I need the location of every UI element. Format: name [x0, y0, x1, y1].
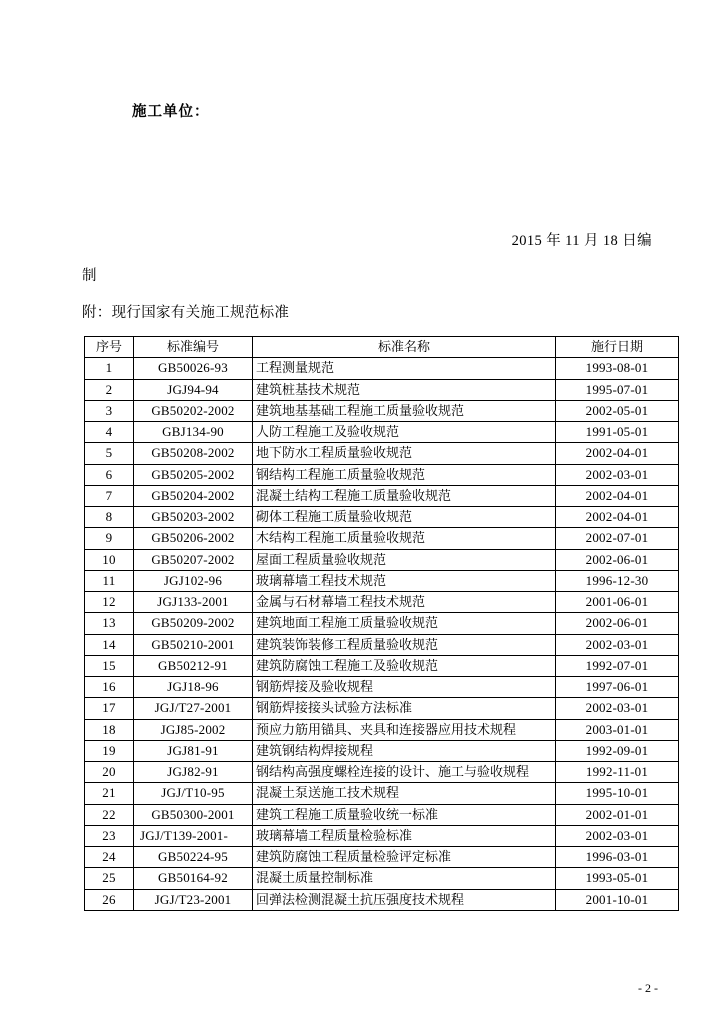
table-row — [85, 677, 679, 698]
table-row — [85, 379, 679, 400]
cell-date: 2002-04-01 — [556, 443, 679, 464]
cell-no: 16 — [85, 677, 134, 698]
cell-date: 1992-09-01 — [556, 740, 679, 761]
cell-name: 钢结构高强度螺栓连接的设计、施工与验收规程 — [253, 762, 556, 783]
cell-no: 5 — [85, 443, 134, 464]
cell-name: 钢筋焊接及验收规程 — [253, 677, 556, 698]
standards-table — [84, 336, 679, 911]
table-row — [85, 570, 679, 591]
cell-date: 2002-04-01 — [556, 485, 679, 506]
cell-no: 11 — [85, 570, 134, 591]
cell-name: 建筑防腐蚀工程施工及验收规范 — [253, 655, 556, 676]
page-content — [84, 0, 652, 911]
cell-code: JGJ/T23-2001 — [134, 889, 253, 910]
cell-date: 2002-03-01 — [556, 634, 679, 655]
cell-date: 1991-05-01 — [556, 422, 679, 443]
cell-name: 钢筋焊接接头试验方法标准 — [253, 698, 556, 719]
cell-no: 1 — [85, 358, 134, 379]
table-row — [85, 422, 679, 443]
cell-code: GB50210-2001 — [134, 634, 253, 655]
cell-code: GB50205-2002 — [134, 464, 253, 485]
cell-name: 金属与石材幕墙工程技术规范 — [253, 592, 556, 613]
cell-code: GB50203-2002 — [134, 507, 253, 528]
table-row — [85, 549, 679, 570]
cell-name: 玻璃幕墙工程技术规范 — [253, 570, 556, 591]
table-row — [85, 762, 679, 783]
cell-no: 7 — [85, 485, 134, 506]
cell-code: GB50207-2002 — [134, 549, 253, 570]
cell-name: 地下防水工程质量验收规范 — [253, 443, 556, 464]
cell-name: 钢结构工程施工质量验收规范 — [253, 464, 556, 485]
cell-name: 混凝土泵送施工技术规程 — [253, 783, 556, 804]
cell-no: 8 — [85, 507, 134, 528]
cell-code: JGJ/T139-2001- — [134, 825, 253, 846]
cell-name: 混凝土质量控制标准 — [253, 868, 556, 889]
cell-code: GB50202-2002 — [134, 400, 253, 421]
cell-date: 2002-01-01 — [556, 804, 679, 825]
cell-code: GB50026-93 — [134, 358, 253, 379]
cell-date: 1997-06-01 — [556, 677, 679, 698]
cell-code: GB50208-2002 — [134, 443, 253, 464]
cell-name: 工程测量规范 — [253, 358, 556, 379]
cell-code: GB50209-2002 — [134, 613, 253, 634]
cell-code: JGJ133-2001 — [134, 592, 253, 613]
cell-no: 14 — [85, 634, 134, 655]
document-date-continuation: 制 — [82, 268, 97, 284]
cell-code: GB50300-2001 — [134, 804, 253, 825]
table-row — [85, 507, 679, 528]
table-row — [85, 485, 679, 506]
cell-date: 2002-03-01 — [556, 464, 679, 485]
construction-unit-label: 施工单位： — [132, 104, 210, 120]
cell-code: GB50212-91 — [134, 655, 253, 676]
standards-table-body — [85, 358, 679, 911]
page-number: - 2 - — [638, 981, 658, 995]
table-row — [85, 464, 679, 485]
table-row — [85, 847, 679, 868]
cell-name: 回弹法检测混凝土抗压强度技术规程 — [253, 889, 556, 910]
cell-no: 19 — [85, 740, 134, 761]
cell-name: 建筑防腐蚀工程质量检验评定标准 — [253, 847, 556, 868]
table-row — [85, 655, 679, 676]
cell-date: 1995-10-01 — [556, 783, 679, 804]
cell-date: 1993-08-01 — [556, 358, 679, 379]
cell-no: 25 — [85, 868, 134, 889]
cell-code: GB50206-2002 — [134, 528, 253, 549]
cell-code: GBJ134-90 — [134, 422, 253, 443]
cell-date: 1995-07-01 — [556, 379, 679, 400]
cell-no: 9 — [85, 528, 134, 549]
cell-code: JGJ18-96 — [134, 677, 253, 698]
attachment-title: 附：现行国家有关施工规范标准 — [82, 305, 290, 321]
cell-date: 2001-10-01 — [556, 889, 679, 910]
cell-code: JGJ/T27-2001 — [134, 698, 253, 719]
cell-no: 22 — [85, 804, 134, 825]
cell-no: 20 — [85, 762, 134, 783]
cell-date: 1992-07-01 — [556, 655, 679, 676]
cell-no: 10 — [85, 549, 134, 570]
cell-name: 建筑地面工程施工质量验收规范 — [253, 613, 556, 634]
cell-code: GB50204-2002 — [134, 485, 253, 506]
table-row — [85, 889, 679, 910]
cell-code: JGJ82-91 — [134, 762, 253, 783]
table-row — [85, 868, 679, 889]
cell-date: 1996-12-30 — [556, 570, 679, 591]
cell-date: 2003-01-01 — [556, 719, 679, 740]
cell-no: 12 — [85, 592, 134, 613]
cell-no: 3 — [85, 400, 134, 421]
table-row — [85, 358, 679, 379]
cell-code: JGJ/T10-95 — [134, 783, 253, 804]
cell-date: 2002-03-01 — [556, 698, 679, 719]
table-header-row — [85, 337, 679, 358]
table-row — [85, 634, 679, 655]
cell-date: 2002-06-01 — [556, 549, 679, 570]
cell-code: JGJ85-2002 — [134, 719, 253, 740]
cell-code: JGJ94-94 — [134, 379, 253, 400]
cell-no: 15 — [85, 655, 134, 676]
cell-name: 屋面工程质量验收规范 — [253, 549, 556, 570]
cell-no: 4 — [85, 422, 134, 443]
cell-no: 13 — [85, 613, 134, 634]
table-row — [85, 740, 679, 761]
cell-no: 18 — [85, 719, 134, 740]
cell-date: 2002-03-01 — [556, 825, 679, 846]
cell-no: 24 — [85, 847, 134, 868]
cell-name: 木结构工程施工质量验收规范 — [253, 528, 556, 549]
cell-code: GB50164-92 — [134, 868, 253, 889]
cell-code: JGJ102-96 — [134, 570, 253, 591]
cell-date: 1993-05-01 — [556, 868, 679, 889]
cell-code: GB50224-95 — [134, 847, 253, 868]
table-row — [85, 698, 679, 719]
table-row — [85, 592, 679, 613]
table-row — [85, 613, 679, 634]
table-row — [85, 783, 679, 804]
cell-name: 建筑工程施工质量验收统一标准 — [253, 804, 556, 825]
header-name: 标准名称 — [253, 337, 556, 358]
document-date-line: 2015 年 11 月 18 日编 — [511, 233, 652, 249]
cell-name: 建筑桩基技术规范 — [253, 379, 556, 400]
table-row — [85, 804, 679, 825]
cell-date: 2002-06-01 — [556, 613, 679, 634]
cell-no: 2 — [85, 379, 134, 400]
header-date: 施行日期 — [556, 337, 679, 358]
table-row — [85, 825, 679, 846]
cell-date: 2002-04-01 — [556, 507, 679, 528]
cell-name: 建筑装饰装修工程质量验收规范 — [253, 634, 556, 655]
cell-no: 23 — [85, 825, 134, 846]
cell-no: 21 — [85, 783, 134, 804]
cell-code: JGJ81-91 — [134, 740, 253, 761]
table-row — [85, 400, 679, 421]
cell-no: 6 — [85, 464, 134, 485]
cell-name: 玻璃幕墙工程质量检验标准 — [253, 825, 556, 846]
cell-name: 人防工程施工及验收规范 — [253, 422, 556, 443]
cell-name: 预应力筋用锚具、夹具和连接器应用技术规程 — [253, 719, 556, 740]
cell-name: 混凝土结构工程施工质量验收规范 — [253, 485, 556, 506]
table-row — [85, 443, 679, 464]
header-code: 标准编号 — [134, 337, 253, 358]
cell-name: 建筑钢结构焊接规程 — [253, 740, 556, 761]
cell-no: 26 — [85, 889, 134, 910]
cell-date: 2002-05-01 — [556, 400, 679, 421]
cell-name: 砌体工程施工质量验收规范 — [253, 507, 556, 528]
table-row — [85, 528, 679, 549]
cell-name: 建筑地基基础工程施工质量验收规范 — [253, 400, 556, 421]
cell-date: 1992-11-01 — [556, 762, 679, 783]
cell-date: 2002-07-01 — [556, 528, 679, 549]
cell-date: 1996-03-01 — [556, 847, 679, 868]
cell-date: 2001-06-01 — [556, 592, 679, 613]
table-row — [85, 719, 679, 740]
header-no: 序号 — [85, 337, 134, 358]
cell-no: 17 — [85, 698, 134, 719]
